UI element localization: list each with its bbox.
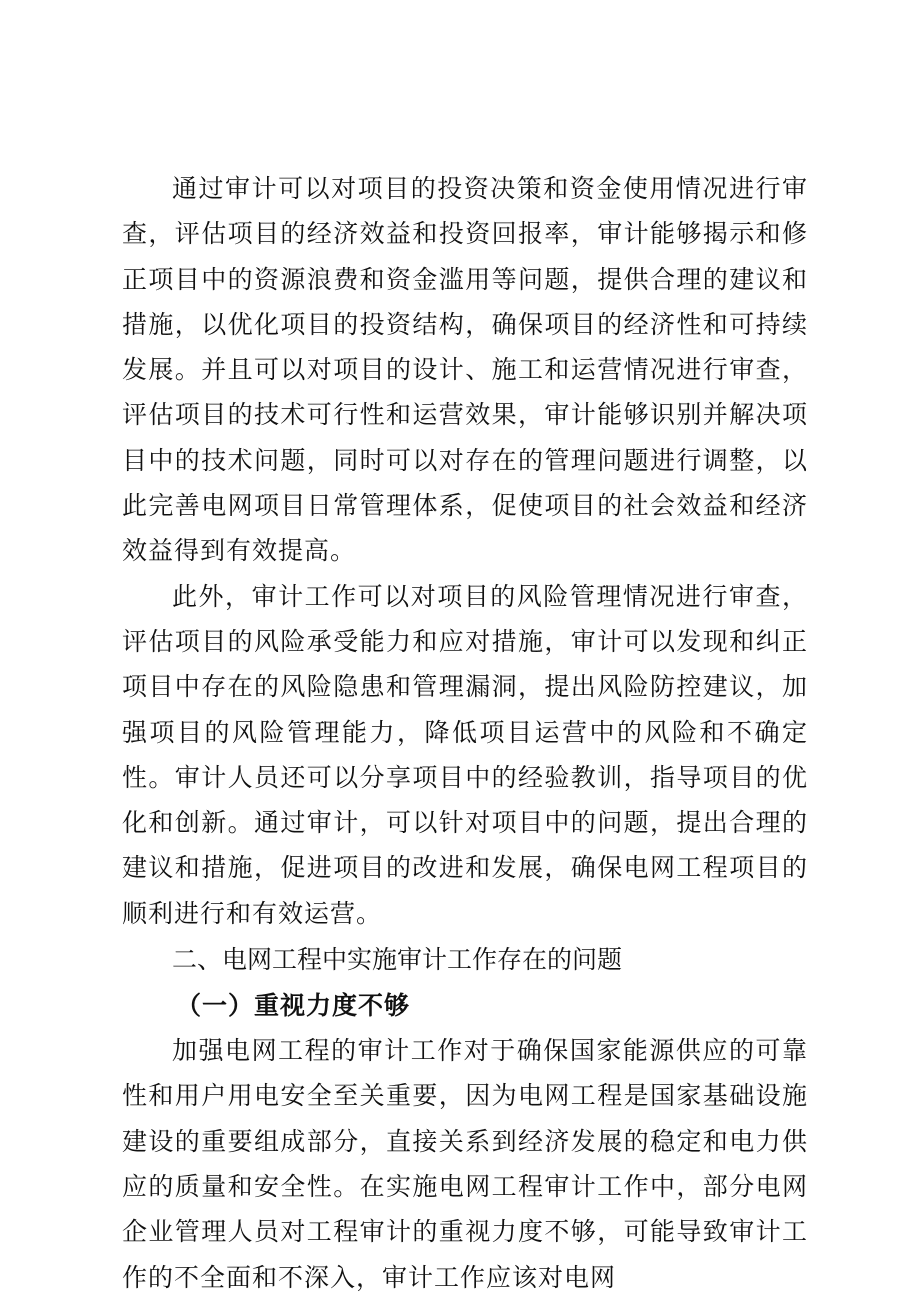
paragraph-audit-risk: 此外，审计工作可以对项目的风险管理情况进行审查，评估项目的风险承受能力和应对措施，审计可以发现和纠正项目中存在的风险隐患和管理漏洞，提出风险防控建议，加强项目的风险管理能力，降低项目运营中的风险和不确定性。审计人员还可以分享项目中的经验教训，指导项目的优化和创新。通过审计，可以针对项目中的问题，提出合理的建议和措施，促进项目的改进和发展，确保电网工程项目的顺利进行和有效运营。 <box>122 581 808 928</box>
document-body <box>122 166 808 1300</box>
section-heading: 二、电网工程中实施审计工作存在的问题 <box>172 945 623 975</box>
paragraph-audit-investment: 通过审计可以对项目的投资决策和资金使用情况进行审查，评估项目的经济效益和投资回报率，审计能够揭示和修正项目中的资源浪费和资金滥用等问题，提供合理的建议和措施，以优化项目的投资结构，确保项目的经济性和可持续发展。并且可以对项目的设计、施工和运营情况进行审查，评估项目的技术可行性和运营效果，审计能够识别并解决项目中的技术问题，同时可以对存在的管理问题进行调整，以此完善电网项目日常管理体系，促使项目的社会效益和经济效益得到有效提高。 <box>122 174 808 566</box>
paragraph-insufficient-attention: 加强电网工程的审计工作对于确保国家能源供应的可靠性和用户用电安全至关重要，因为电网工程是国家基础设施建设的重要组成部分，直接关系到经济发展的稳定和电力供应的质量和安全性。在实施电网工程审计工作中，部分电网企业管理人员对工程审计的重视力度不够，可能导致审计工作的不全面和不深入，审计工作应该对电网 <box>122 1036 808 1292</box>
subsection-heading: （一）重视力度不够 <box>176 991 411 1021</box>
